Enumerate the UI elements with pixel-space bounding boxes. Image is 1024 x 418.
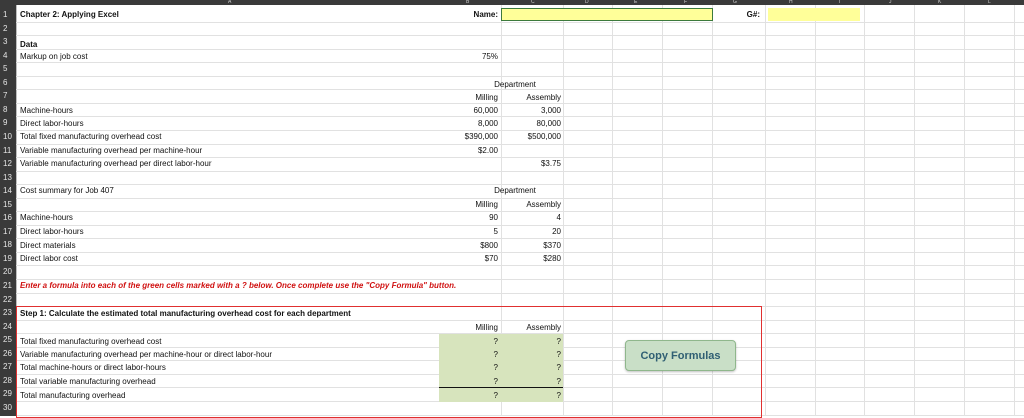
markup-label: Markup on job cost (20, 52, 88, 61)
g-number-label: G#: (746, 10, 760, 19)
row-number[interactable]: 29 (0, 387, 16, 401)
row-number[interactable]: 4 (0, 49, 16, 63)
assembly-value[interactable]: $500,000 (527, 132, 561, 141)
row-label: Direct materials (20, 241, 76, 250)
gridline (16, 171, 1024, 172)
milling-answer-cell[interactable]: ? (493, 377, 498, 386)
gridline (16, 35, 1024, 36)
column-header-a[interactable]: A (228, 0, 232, 5)
row-number[interactable]: 7 (0, 89, 16, 103)
row-label: Total fixed manufacturing overhead cost (20, 132, 162, 141)
row-number[interactable]: 30 (0, 401, 16, 415)
department-header: Department (494, 186, 536, 195)
row-number[interactable]: 9 (0, 116, 16, 130)
milling-value[interactable]: 5 (493, 227, 498, 236)
assembly-value[interactable]: 4 (556, 213, 561, 222)
department-header: Department (494, 80, 536, 89)
milling-value[interactable]: 60,000 (473, 106, 498, 115)
milling-answer-cell[interactable]: ? (493, 337, 498, 346)
row-label: Total machine-hours or direct labor-hours (20, 363, 166, 372)
gridline (16, 76, 1024, 77)
row-label: Direct labor-hours (20, 227, 84, 236)
row-number[interactable]: 18 (0, 238, 16, 252)
row-number[interactable]: 20 (0, 265, 16, 279)
column-header-e[interactable]: E (634, 0, 638, 5)
row-number[interactable]: 19 (0, 252, 16, 266)
gridline (16, 293, 1024, 294)
milling-value[interactable]: 90 (489, 213, 498, 222)
row-label: Direct labor cost (20, 254, 78, 263)
column-header-k[interactable]: K (938, 0, 942, 5)
row-number[interactable]: 11 (0, 144, 16, 158)
row-number[interactable]: 26 (0, 347, 16, 361)
assembly-answer-cell[interactable]: ? (556, 391, 561, 400)
row-number[interactable]: 27 (0, 360, 16, 374)
column-header-c[interactable]: C (531, 0, 535, 5)
row-label: Total variable manufacturing overhead (20, 377, 156, 386)
milling-value[interactable]: $70 (484, 254, 498, 263)
assembly-answer-cell[interactable]: ? (556, 377, 561, 386)
row-label: Variable manufacturing overhead per machine-hour (20, 146, 203, 155)
row-number[interactable]: 14 (0, 184, 16, 198)
row-number[interactable]: 1 (0, 8, 16, 22)
data-heading: Data (20, 40, 38, 49)
row-number[interactable]: 28 (0, 374, 16, 388)
name-input[interactable] (501, 8, 713, 21)
assembly-value[interactable]: 3,000 (540, 106, 561, 115)
copy-formulas-button[interactable]: Copy Formulas (625, 340, 736, 371)
row-number[interactable]: 23 (0, 306, 16, 320)
assembly-answer-cell[interactable]: ? (556, 337, 561, 346)
row-label: Direct labor-hours (20, 119, 84, 128)
column-header-bar (0, 0, 1024, 5)
row-number[interactable]: 6 (0, 76, 16, 90)
milling-answer-cell[interactable]: ? (493, 350, 498, 359)
step1-milling-header: Milling (475, 323, 498, 332)
row-label: Total fixed manufacturing overhead cost (20, 337, 162, 346)
assembly-value[interactable]: $3.75 (540, 159, 561, 168)
step1-heading: Step 1: Calculate the estimated total manufacturing overhead cost for each department (20, 309, 351, 318)
assembly-value[interactable]: 80,000 (536, 119, 561, 128)
row-label: Machine-hours (20, 106, 73, 115)
row-number[interactable]: 8 (0, 103, 16, 117)
cost-summary-label: Cost summary for Job 407 (20, 186, 114, 195)
row-number[interactable]: 12 (0, 157, 16, 171)
column-header-j[interactable]: J (889, 0, 892, 5)
step1-assembly-header: Assembly (526, 323, 561, 332)
instruction-text: Enter a formula into each of the green cells marked with a ? below. Once complete use the "Copy Formula" button. (20, 281, 457, 290)
row-number[interactable]: 22 (0, 293, 16, 307)
assembly-answer-cell[interactable]: ? (556, 350, 561, 359)
milling-value[interactable]: 8,000 (477, 119, 498, 128)
column-header-d[interactable]: D (585, 0, 589, 5)
row-label: Variable manufacturing overhead per machine-hour or direct labor-hour (20, 350, 272, 359)
assembly-header: Assembly (526, 93, 561, 102)
row-number[interactable]: 3 (0, 35, 16, 49)
gridline (16, 22, 1024, 23)
assembly-value[interactable]: $280 (543, 254, 561, 263)
sheet-title: Chapter 2: Applying Excel (20, 10, 119, 19)
row-number[interactable]: 17 (0, 225, 16, 239)
milling-answer-cell[interactable]: ? (493, 363, 498, 372)
milling-value[interactable]: $390,000 (464, 132, 498, 141)
assembly-header: Assembly (526, 200, 561, 209)
row-number[interactable]: 15 (0, 198, 16, 212)
assembly-value[interactable]: 20 (552, 227, 561, 236)
assembly-value[interactable]: $370 (543, 241, 561, 250)
row-number[interactable]: 2 (0, 22, 16, 36)
name-label: Name: (473, 10, 498, 19)
gridline (16, 265, 1024, 266)
row-label: Variable manufacturing overhead per direct labor-hour (20, 159, 212, 168)
gridline (16, 62, 1024, 63)
milling-value[interactable]: $800 (480, 241, 498, 250)
milling-value[interactable]: $2.00 (477, 146, 498, 155)
column-header-l[interactable]: L (988, 0, 991, 5)
column-header-f[interactable]: F (684, 0, 688, 5)
milling-header: Milling (475, 93, 498, 102)
milling-answer-cell[interactable]: ? (493, 391, 498, 400)
column-header-i[interactable]: I (839, 0, 841, 5)
milling-header: Milling (475, 200, 498, 209)
row-number[interactable]: 16 (0, 211, 16, 225)
row-number[interactable]: 13 (0, 171, 16, 185)
g-number-input[interactable] (768, 8, 860, 21)
assembly-answer-cell[interactable]: ? (556, 363, 561, 372)
column-header-b[interactable]: B (466, 0, 470, 5)
row-label: Machine-hours (20, 213, 73, 222)
row-number[interactable]: 5 (0, 62, 16, 76)
column-header-h[interactable]: H (789, 0, 793, 5)
markup-value[interactable]: 75% (481, 52, 498, 61)
row-number[interactable]: 21 (0, 279, 16, 293)
column-header-g[interactable]: G (733, 0, 737, 5)
gridline (16, 49, 1024, 50)
row-number[interactable]: 25 (0, 333, 16, 347)
row-label: Total manufacturing overhead (20, 391, 126, 400)
row-number[interactable]: 10 (0, 130, 16, 144)
row-number[interactable]: 24 (0, 320, 16, 334)
